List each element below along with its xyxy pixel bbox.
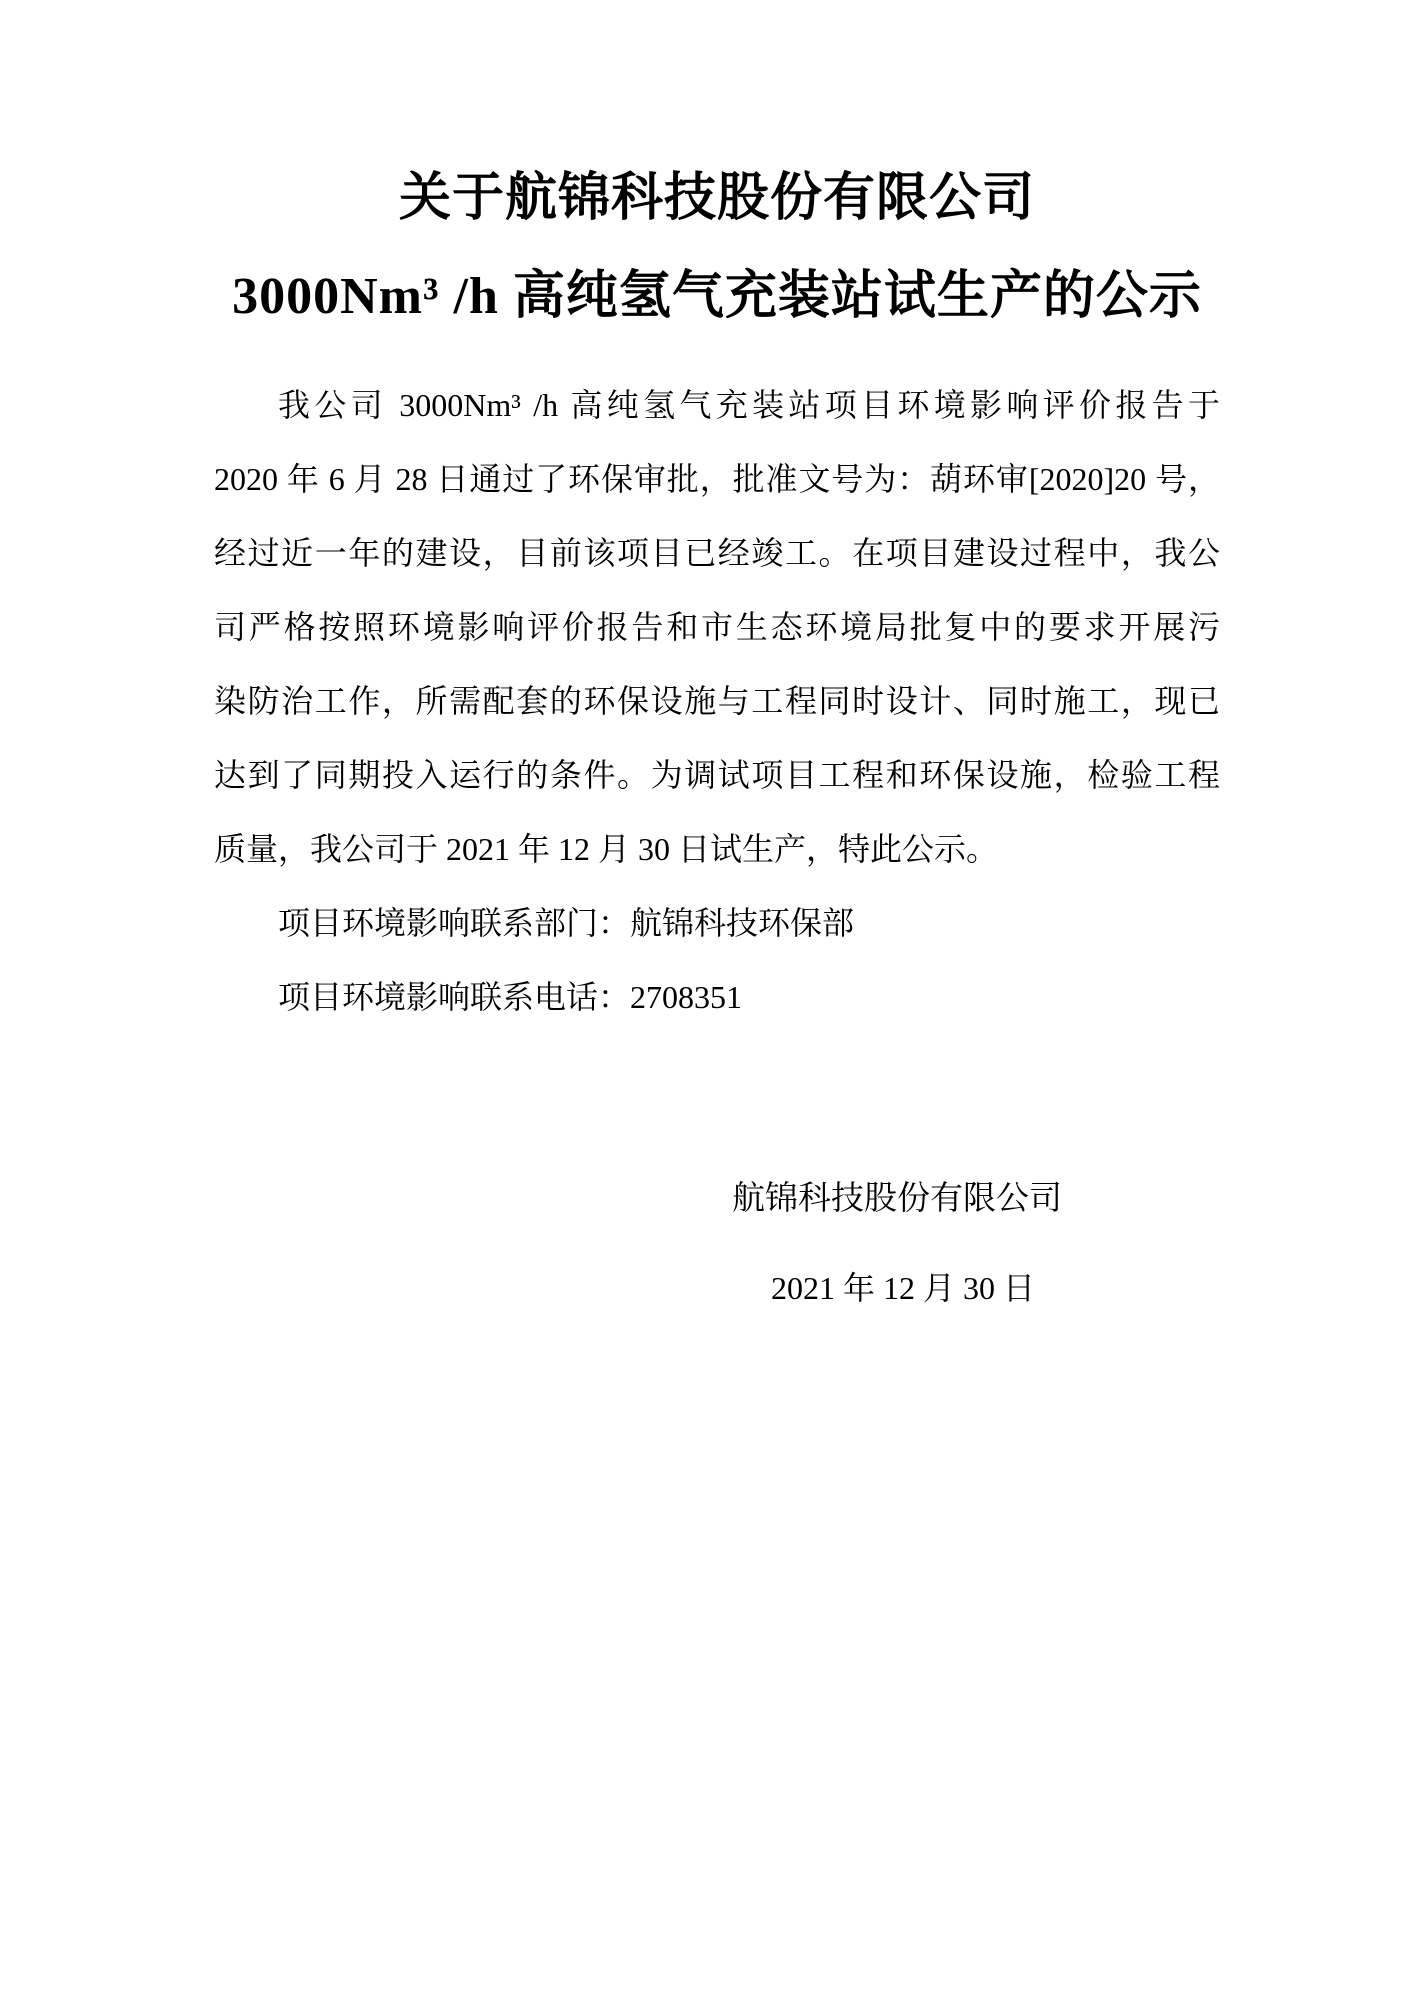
contact-phone-line: 项目环境影响联系电话：2708351 [278, 979, 743, 1015]
contact-info [214, 886, 1220, 1034]
paragraph-line: 染防治工作，所需配套的环保设施与工程同时设计、同时施工，现已 [214, 683, 1220, 719]
paragraph-line: 质量，我公司于 2021 年 12 月 30 日试生产，特此公示。 [214, 831, 999, 867]
title-line-2: 3000Nm³ /h 高纯氢气充装站试生产的公示 [232, 268, 1202, 325]
publish-date: 2021 年 12 月 30 日 [770, 1270, 1035, 1306]
company-signature: 航锦科技股份有限公司 [732, 1181, 1062, 1217]
paragraph-line: 2020 年 6 月 28 日通过了环保审批，批准文号为：葫环审[2020]20 号， [214, 461, 1220, 497]
paragraph-line: 我公司 3000Nm³ /h 高纯氢气充装站项目环境影响评价报告于 [278, 387, 1220, 423]
paragraph-line: 司严格按照环境影响评价报告和市生态环境局批复中的要求开展污 [214, 609, 1220, 645]
paragraph-line: 经过近一年的建设，目前该项目已经竣工。在项目建设过程中，我公 [214, 535, 1220, 571]
title-line-1: 关于航锦科技股份有限公司 [398, 170, 1035, 227]
signature-block [214, 1162, 1220, 1325]
document-title [214, 150, 1220, 346]
contact-department-line: 项目环境影响联系部门：航锦科技环保部 [278, 905, 855, 941]
paragraph-line: 达到了同期投入运行的条件。为调试项目工程和环保设施，检验工程 [214, 757, 1220, 793]
main-paragraph [214, 368, 1220, 886]
announcement-body [214, 368, 1220, 1325]
